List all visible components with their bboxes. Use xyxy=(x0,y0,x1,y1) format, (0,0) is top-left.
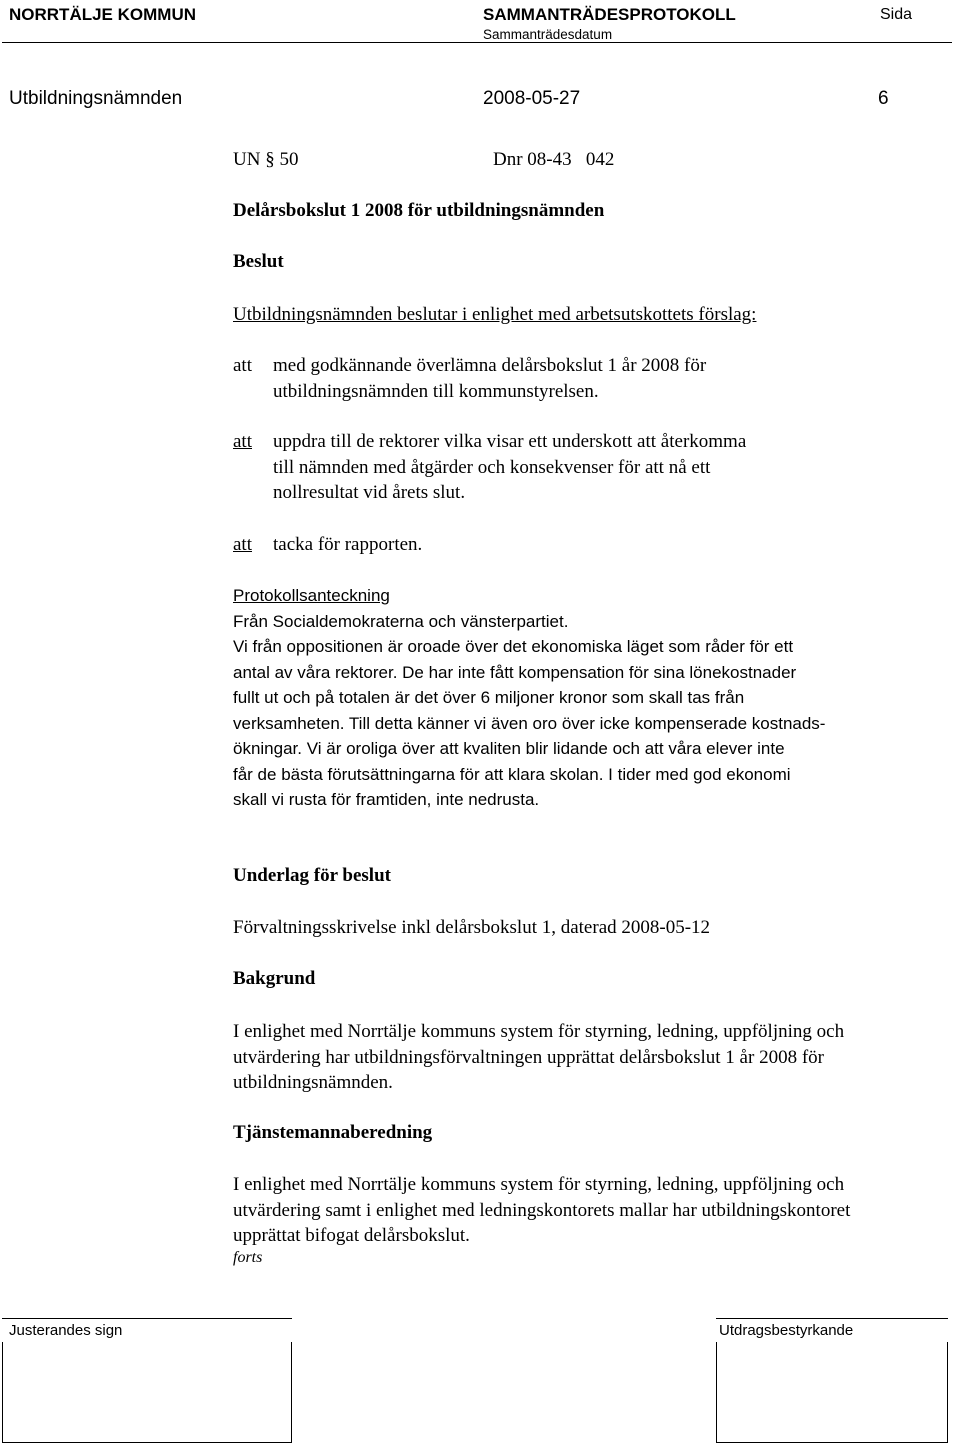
decision-item xyxy=(233,353,706,404)
note-line: verksamheten. Till detta känner vi även oro över icke kompenserade kostnads- xyxy=(233,713,826,733)
decision-item-line: med godkännande överlämna delårsbokslut 1 år 2008 för xyxy=(273,355,707,376)
basis-heading: Underlag för beslut xyxy=(233,865,391,886)
note-line: fullt ut och på totalen är det över 6 miljoner kronor som skall tas från xyxy=(233,688,745,707)
background-line: I enlighet med Norrtälje kommuns system för styrning, ledning, uppföljning och xyxy=(233,1021,845,1042)
registry-number: Dnr 08-43 042 xyxy=(493,149,615,170)
case-title: Delårsbokslut 1 2008 för utbildningsnämnden xyxy=(233,200,605,221)
preparation-text xyxy=(233,1172,850,1249)
decision-item-line: utbildningsnämnden till kommunstyrelsen. xyxy=(273,380,599,402)
att-label: att xyxy=(233,355,252,376)
certification-box xyxy=(716,1342,948,1443)
background-text xyxy=(233,1019,844,1096)
note-line: antal av våra rektorer. De har inte fått kompensation för sina lönekostnader xyxy=(233,662,797,682)
date-label: Sammanträdesdatum xyxy=(483,27,613,42)
certification-label: Utdragsbestyrkande xyxy=(719,1322,854,1339)
decision-item-line: till nämnden med åtgärder och konsekvenser för att nå ett xyxy=(273,456,711,478)
protocol-note xyxy=(233,583,825,813)
paragraph-id: UN xyxy=(233,149,261,170)
paragraph-reference xyxy=(233,147,298,173)
background-line: utbildningsnämnden. xyxy=(233,1072,393,1093)
note-line: Från Socialdemokraterna och vänsterpartiet. xyxy=(233,611,569,631)
basis-text: Förvaltningsskrivelse inkl delårsbokslut 1, daterad 2008-05-12 xyxy=(233,917,711,938)
meeting-date: 2008-05-27 xyxy=(483,88,581,109)
committee-name: Utbildningsnämnden xyxy=(9,88,183,109)
decision-item-line: tacka för rapporten. xyxy=(273,534,423,555)
note-heading: Protokollsanteckning xyxy=(233,586,390,605)
decision-intro xyxy=(233,302,756,328)
preparation-line: upprättat bifogat delårsbokslut. xyxy=(233,1225,470,1246)
note-line: ökningar. Vi är oroliga över att kvaliten blir lidande och att våra elever inte xyxy=(233,739,785,758)
note-line: får de bästa förutsättningarna för att klara skolan. I tider med god ekonomi xyxy=(233,764,791,784)
header-divider xyxy=(2,42,952,43)
page-label: Sida xyxy=(880,6,913,23)
section-sign: § xyxy=(265,149,275,170)
page-number: 6 xyxy=(878,88,889,109)
signature-label: Justerandes sign xyxy=(9,1322,123,1339)
note-line: Vi från oppositionen är oroade över det ekonomiska läget som råder för ett xyxy=(233,637,794,656)
signature-box xyxy=(2,1342,292,1443)
decision-item xyxy=(233,429,746,506)
note-line: skall vi rusta för framtiden, inte nedrusta. xyxy=(233,790,540,809)
att-label: att xyxy=(233,534,252,555)
decision-heading: Beslut xyxy=(233,251,284,272)
decision-item xyxy=(233,532,422,558)
decision-item-line: uppdra till de rektorer vilka visar ett underskott att återkomma xyxy=(273,431,747,452)
preparation-line: utvärdering samt i enlighet med ledningskontorets mallar har utbildningskontoret xyxy=(233,1199,851,1221)
background-line: utvärdering har utbildningsförvaltningen upprättat delårsbokslut 1 år 2008 för xyxy=(233,1046,824,1068)
preparation-heading: Tjänstemannaberedning xyxy=(233,1122,433,1143)
organization-name: NORRTÄLJE KOMMUN xyxy=(9,5,196,24)
preparation-line: I enlighet med Norrtälje kommuns system för styrning, ledning, uppföljning och xyxy=(233,1174,845,1195)
background-heading: Bakgrund xyxy=(233,968,316,989)
decision-intro-text: Utbildningsnämnden beslutar i enlighet med arbetsutskottets förslag: xyxy=(233,304,757,325)
footer-divider-left xyxy=(2,1318,292,1319)
paragraph-number: 50 xyxy=(279,149,299,170)
footer-divider-right xyxy=(716,1318,948,1319)
continued-marker: forts xyxy=(233,1249,263,1266)
document-type: SAMMANTRÄDESPROTOKOLL xyxy=(483,5,736,24)
decision-item-line: nollresultat vid årets slut. xyxy=(273,482,466,503)
att-label: att xyxy=(233,431,252,452)
